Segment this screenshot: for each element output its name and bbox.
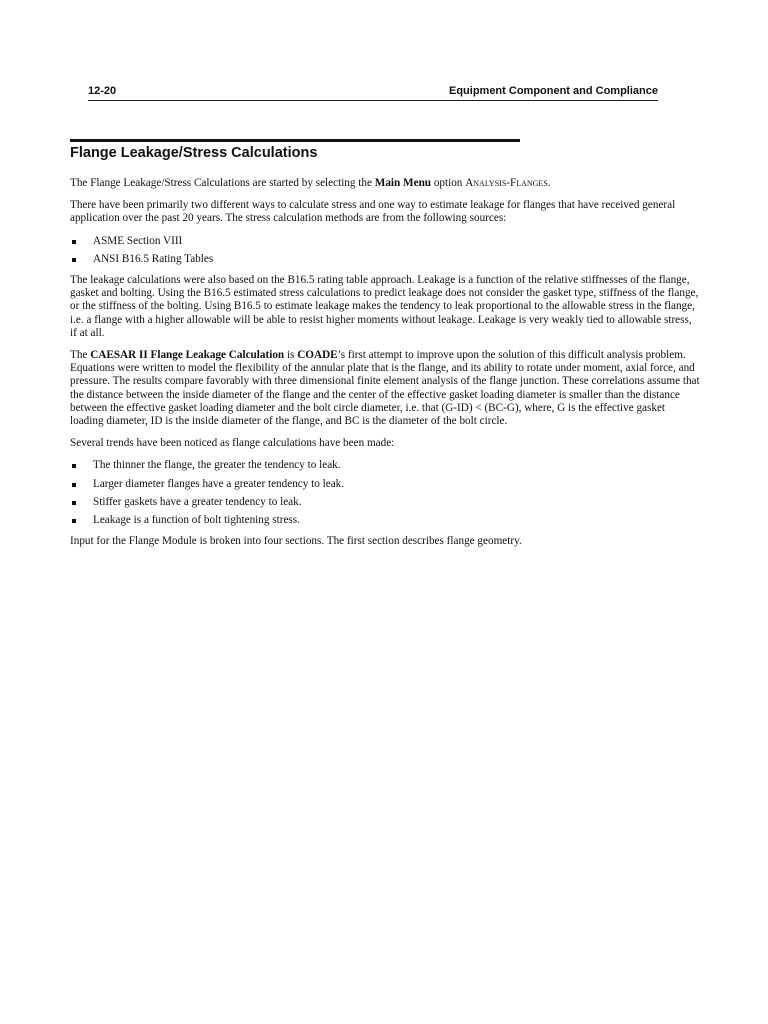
leakage-paragraph: The leakage calculations were also based on the B16.5 rating table approach. Leakage is a function of the relative stiffnesses of the flange, gasket and bolting. Using the B16.5 estimated stress calculations to predict leakage does not consider the gasket type, stiffness of the flange, or the stiffness of the bolting. Using B16.5 to estimate leakage makes the tendency to leak proportional to the allowable stress in the flange, i.e. a flange with a higher allowable will be able to resist higher moments without leakage. Leakage is very weakly tied to allowable stress, if at all.: [70, 274, 699, 339]
input-paragraph: Input for the Flange Module is broken into four sections. The first section describes flange geometry.: [70, 535, 522, 548]
header-rule: [88, 100, 658, 101]
list-item: The thinner the flange, the greater the tendency to leak.: [70, 459, 700, 472]
list-item: Stiffer gaskets have a greater tendency to leak.: [70, 496, 700, 509]
list-item: Larger diameter flanges have a greater tendency to leak.: [70, 478, 700, 491]
list-item: Leakage is a function of bolt tightening stress.: [70, 514, 700, 527]
caesar-paragraph: The CAESAR II Flange Leakage Calculation is COADE’s first attempt to improve upon the solution of this difficult analysis problem. Equations were written to model the flexibility of the annular plate that is the flange, and its ability to rotate under moment, axial force, and pressure. The results compare favorably with three dimensional finite element analysis of the flange junction. These correlations assume that the distance between the inside diameter of the flange and the center of the effective gasket loading diameter is smaller than the distance between the effective gasket loading diameter and the bolt circle diameter, i.e. that (G-ID) < (BC-G), where, G is the effective gasket loading diameter, ID is the inside diameter of the flange, and BC is the diameter of the bolt circle.: [70, 349, 700, 428]
bullet-square-icon: [72, 501, 76, 505]
bullet-square-icon: [72, 464, 76, 468]
sources-list: [70, 235, 700, 266]
bullet-square-icon: [72, 258, 76, 262]
intro-paragraph: The Flange Leakage/Stress Calculations are started by selecting the Main Menu option Analysis-Flanges.: [70, 177, 551, 189]
bullet-square-icon: [72, 483, 76, 487]
methods-paragraph: There have been primarily two different ways to calculate stress and one way to estimate leakage for flanges that have received general application over the past 20 years. The stress calculation methods are from the following sources:: [70, 199, 676, 225]
caesar-term: CAESAR II Flange Leakage Calculation: [90, 349, 285, 362]
main-menu-term: Main Menu: [374, 177, 432, 189]
body-text: [70, 177, 700, 557]
trends-list: [70, 459, 700, 527]
bullet-square-icon: [72, 519, 76, 523]
page-number: 12-20: [88, 85, 117, 97]
chapter-title: Equipment Component and Compliance: [448, 85, 658, 97]
coade-term: COADE: [297, 349, 338, 362]
bullet-square-icon: [72, 240, 76, 244]
running-header: [88, 85, 658, 99]
section-rule: [70, 139, 520, 142]
list-item: ANSI B16.5 Rating Tables: [70, 253, 700, 266]
trends-intro-paragraph: Several trends have been noticed as flange calculations have been made:: [70, 437, 395, 450]
menu-path: Analysis-Flanges: [465, 177, 548, 189]
list-item: ASME Section VIII: [70, 235, 700, 248]
section-title: Flange Leakage/Stress Calculations: [70, 145, 318, 161]
